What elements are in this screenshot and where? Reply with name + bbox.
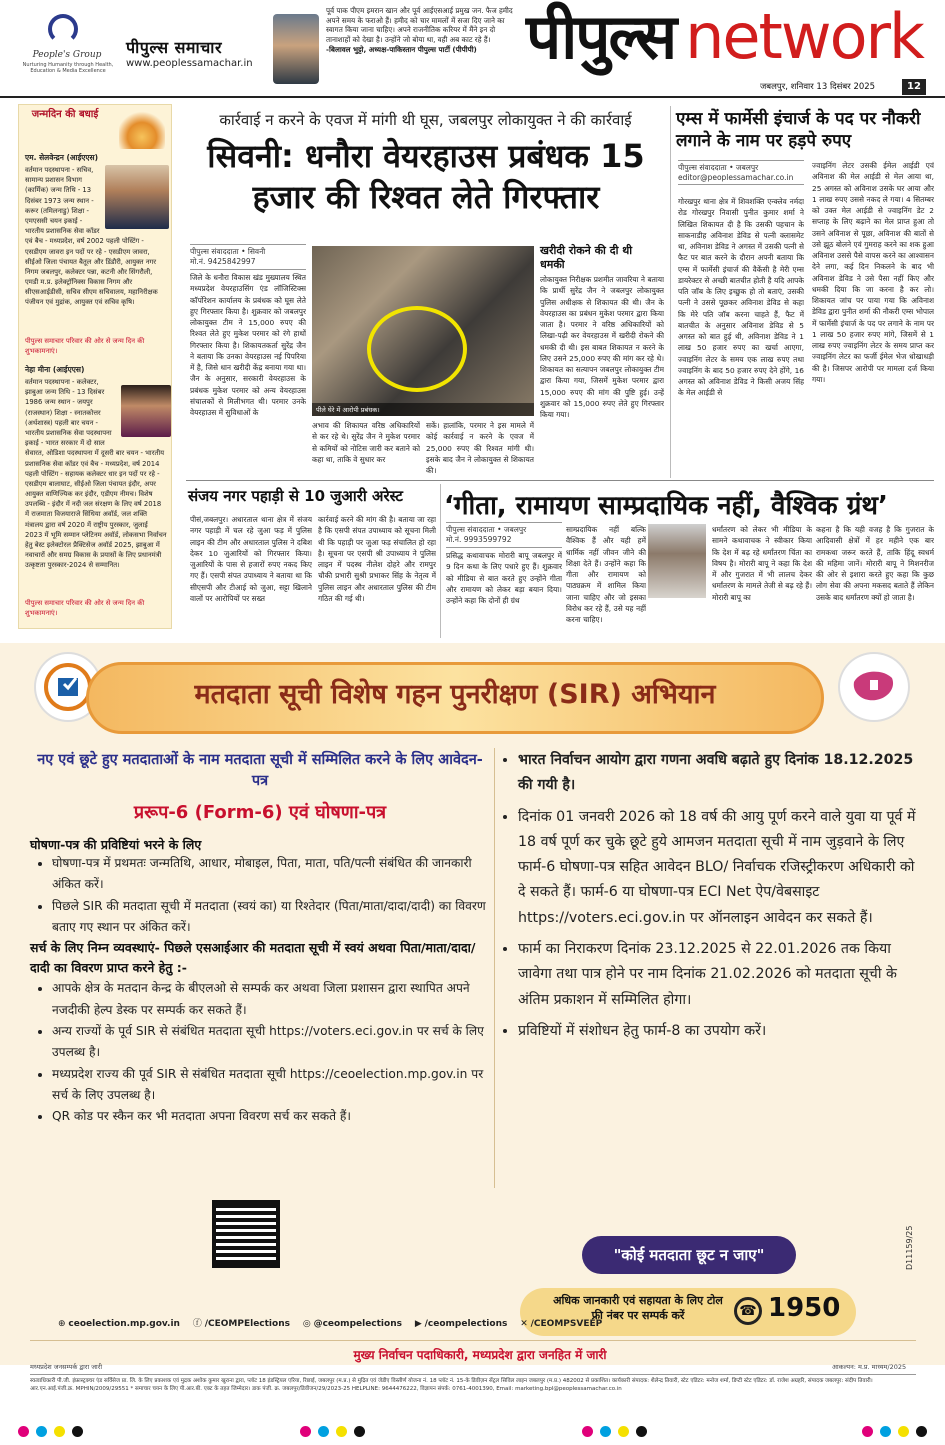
birthday-column [18, 104, 172, 629]
yellow-dot [336, 1426, 347, 1437]
facebook-link-text: /CEOMPElections [204, 1319, 290, 1329]
cyan-dot [600, 1426, 611, 1437]
cyan-dot [318, 1426, 329, 1437]
quote-author: -बिलावल भुट्टो, अध्यक्ष-पाकिस्तान पीपुल्स पार्टी (पीपीपी) [326, 44, 477, 54]
cyan-dot [880, 1426, 891, 1437]
person1-name: एम. सेलवेन्द्रन (आईएएस) [25, 153, 99, 162]
black-dot [72, 1426, 83, 1437]
tollfree-number[interactable]: 1950 [768, 1293, 841, 1323]
lead-photo-caption: पीले घेरे में आरोपी प्रबंधक। [312, 403, 534, 416]
ad-right-panel [500, 748, 920, 1218]
declaration-item: • पिछले SIR की मतदाता सूची में मतदाता (स्वयं का) या रिश्तेदार (पिता/माता/दादा/दादी) का विवरण बताए गए स्थान पर अंकित करें। [52, 896, 490, 939]
page-number: 12 [902, 79, 926, 95]
search-item: • मध्यप्रदेश राज्य की पूर्व SIR से संबंधित मतदाता सूची https://ceoelection.mp.gov.in पर सर्च के लिए उपलब्ध है। [52, 1064, 490, 1107]
declaration-item: • घोषणा-पत्र में प्रथमतः जन्मतिथि, आधार, मोबाइल, पिता, माता, पति/पत्नी संबंधित की जानकारी अंकित करें। [52, 853, 490, 896]
lead-byline [190, 244, 306, 270]
geeta-headline: ‘गीता, रामायण साम्प्रदायिक नहीं, वैश्विक ग्रंथ’ [444, 491, 888, 521]
person1-bio [25, 165, 167, 335]
declaration-list [30, 853, 490, 938]
instagram-link[interactable]: ◎ @ceompelections [302, 1319, 402, 1329]
black-dot [636, 1426, 647, 1437]
peoples-group-name: People's Group [32, 50, 102, 60]
search-list [30, 978, 490, 1127]
peoples-group-tagline: Nurturing Humanity through Health, Education & Media Excellence [22, 62, 114, 75]
lead-sub-body: लोकायुक्त निरीक्षक प्रशमीत जावरिया ने बताया कि प्रार्थी सुरेंद्र जैन ने जबलपुर लोकायुक्त पुलिस अधीक्षक से शिकायत की थी। जैन के वेयरहाउस का प्रबंधन मुकेश परमार द्वारा किया जाता है। परमार ने वरिष्ठ अधिकारियों को लिखा-पढ़ी कर वेयरहाउस में खरीदी रोकने की धमकी दी थी। इस बाबत शिकायत न करने के लिए उसने 25,000 रुपए की मांग कर रहे थे। शिकायत का सत्यापन जबलपुर लोकायुक्त टीम द्वारा किया गया, जिसमें मुकेश परमार द्वारा 15,000 रुपए की मांग की पुष्टि हुई। उन्हें शुक्रवार को 15,000 रुपए लेते हुए गिरफ्तार किया गया। [540, 275, 664, 419]
instagram-link-text: @ceompelections [313, 1319, 402, 1329]
brand-hindi: पीपुल्स [526, 0, 676, 73]
geeta-col1: प्रसिद्ध कथावाचक मोरारी बापू जबलपुर में 9 दिन कथा के लिए पधारे हुए हैं। शुक्रवार को मीडिया से बात करते हुए उन्होंने गीता और रामायण को लेकर बड़ा बयान दिया। उन्होंने कहा कि दोनों ही ग्रंथ [446, 551, 562, 605]
morari-bapu-photo [648, 524, 706, 598]
person2-name: नेहा मीना (आईएएस) [25, 365, 85, 374]
lead-col3: सकें। हालांकि, परमार ने इस मामले में कोई कार्रवाई न करने के एवज में 25,000 रुपए की रिश्वत मांगी थी। इसके बाद जैन ने लोकायुक्त से शिकायत की। [426, 421, 534, 475]
black-dot [354, 1426, 365, 1437]
person2-wish: पीपुल्स समाचार परिवार की ओर से जन्म दिन की शुभकामनाएं। [25, 599, 145, 617]
quote-body: पूर्व पाक पीएम इमरान खान और पूर्व आईएसआई प्रमुख जन. फैज हमीद अपने समय के फराओ हैं। हमीद को चार मामलों में सजा दिए जाने का स्वागत किया जाना चाहिए। अपने राजनीतिक करियर में मैंने इन दो तानाशाहों को देखा है। उन्होंने जो बोया था, वही अब काट रहे हैं। [326, 6, 513, 45]
geeta-mobile: मो.नं. 9993599792 [446, 535, 512, 544]
right-col2: ज्वाइनिंग लेटर उसकी ईमेल आईडी एवं अविनाश की मेल आईडी से मेल आया था, 25 अगस्त को अविनाश उसके घर आया और 1 लाख रुपए उससे नकद ले गया। 4 सितम्बर को उक्त मेल आईडी से ज्वाइनिंग डेट 2 सप्ताह के लिए बढ़ाने का मेल प्राप्त हुआ तो उसने अविनाश से पूछा, अविनाश की बातों से उसे झूठ बोलने एवं गुमराह करने का शक हुआ अविनाश उससे पैसे वापस करने का आश्वासन देने लगा, कई दिन निकलने के बाद भी अविनाश डेविड ने उसे पैसा नहीं किए और धमकी दिया कि जा करना है कर लो। शिकायत जांच पर पाया गया कि अविनाश डेविड द्वारा पुनीत शर्मा की नौकरी एम्स भोपाल में फार्मेसी इंचार्ज के पद पर लगाने के नाम पर 1 लाख 50 हजार रुपए मांगे, जिसमें से 1 लाख रुपए ज्वाइनिंग लेटर के समय प्राप्त कर ज्वाइनिंग लेटर का फर्जी ईमेल भेज धोखाधड़ी की है। जिसपर आरोपी पर मामला दर्ज किया गया। [812, 161, 934, 384]
geeta-col2: साम्प्रदायिक नहीं बल्कि वैश्विक हैं और यही हमें धार्मिक नहीं जीवन जीने की शिक्षा देते हैं। उन्होंने कहा कि गीता और रामायण को पाठ्यक्रम में शामिल किया जाना चाहिए और जो इसका विरोध कर रहे हैं, उसे यह नहीं करना चाहिए। [566, 525, 646, 624]
ad-fine-left: मध्यप्रदेश जनसम्पर्क द्वारा जारी [30, 1363, 103, 1371]
right-byline-text: पीपुल्स संवाददाता • जबलपुर [678, 163, 759, 172]
youtube-link-text: /ceompelections [424, 1319, 508, 1329]
column-divider-2 [440, 484, 441, 638]
youtube-link[interactable]: ▶ /ceompelections [414, 1319, 508, 1329]
paper-url[interactable]: www.peoplessamachar.in [126, 58, 253, 69]
lead-photo [312, 246, 534, 416]
print-registration-marks [0, 1414, 945, 1445]
person1-bio-text: वर्तमान पदस्थापना - सचिव, सामान्य प्रशासन विभाग (कार्मिक) जन्म तिथि - 13 दिसंबर 1973 जन्म स्थान - करूर (तमिलनाडु) शिक्षा - एमएससी चयन इकाई - भारतीय प्रशासनिक सेवा कॉडर एवं बैच - मध्यप्रदेश, वर्ष 2002 पहली पोस्टिंग - एसडीएम जावरा इन पदों पर रहे - एसडीएम जावरा, सीईओ जिला पंचायत बैतूल और डिंडौरी, आयुक्त नगर निगम जबलपुर, कलेक्टर पन्ना, कटनी और सिंगरौली, एमडी म.प्र. इलेक्ट्रॉनिक्स विकास निगम और सीएसआईडीसी, सचिव सीएम सचिवालय, महानिरीक्षक पंजीयन एवं मुद्रांक, आयुक्त एवं सचिव कृषि। [25, 166, 158, 307]
geeta-byline [446, 522, 562, 548]
form6-title: प्ररूप-6 (Form-6) एवं घोषणा-पत्र [133, 802, 387, 824]
qr-code[interactable] [212, 1200, 280, 1268]
form-heading: नए एवं छूटे हुए मतदाताओं के नाम मतदाता सूची में सम्मिलित करने के लिए आवेदन-पत्र [37, 752, 483, 790]
lead-subheadline: खरीदी रोकने की दी थी धमकी [540, 244, 633, 271]
person2-bio-text: वर्तमान पदस्थापना - कलेक्टर, झाबुआ जन्म तिथि - 13 दिसंबर 1986 जन्म स्थान - जयपुर (राजस्थान) शिक्षा - स्नातकोत्तर (अर्थशास्त्र) पहली बार चयन - भारतीय प्रशासनिक सेवा पदस्थापना इकाई - भारत सरकार में दो साल सेवारत, ओडिशा पदस्थापना में दूसरी बार चयन - भारतीय प्रशासनिक सेवा कॉडर एवं बैच - मध्यप्रदेश, वर्ष 2014 पहली पोस्टिंग - सहायक कलेक्टर धार इन पदों पर रहे - एसडीएम बालाघाट, सीईओ जिला पंचायत इंदौर, अपर आयुक्त वाणिज्यिक कर इंदौर, एडीएम नीमच। विशेष उपलब्धि - इंदौर में नदी जल संरक्षण के लिए वर्ष 2018 में राजमाता विजयाराजे सिंधिया अवॉर्ड, जल शक्ति मंत्रालय द्वारा वर्ष 2020 में राष्ट्रीय पुरस्कार, जुलाई 2023 में भूमि सम्मान प्लेटिनम अवॉर्ड, लोकसभा निर्वाचन हेतु बेस्ट इलेक्टोरल प्रैक्टिसेज अवॉर्ड 2025, झाबुआ में नवाचारों और समग्र विकास के प्रयासों के लिए प्रधानमंत्री उत्कृष्टता पुरस्कार-2024 से सम्मानित। [25, 378, 167, 570]
lead-mobile: मो.नं. 9425842997 [190, 257, 256, 266]
magenta-dot [862, 1426, 873, 1437]
slogan-badge: "कोई मतदाता छूट न जाए" [582, 1236, 796, 1274]
info-item: • भारत निर्वाचन आयोग द्वारा गणना अवधि बढ़ाते हुए दिनांक 18.12.2025 की गयी है। [518, 748, 920, 799]
info-item: • दिनांक 01 जनवरी 2026 को 18 वर्ष की आयु पूर्ण करने वाले युवा या पूर्व में 18 वर्ष पूर्ण कर चुके छूटे हुये आमजन मतदाता सूची में नाम जुड़वाने के लिए फार्म-6 घोषणा-पत्र सहित आवेदन BLO/ निर्वाचक रजिस्ट्रीकरण अधिकारी को दे सकते हैं। फार्म-6 या घोषणा-पत्र ECI Net ऐप/वेबसाइट https://voters.eci.gov.in पर ऑनलाइन आवेदन कर सकते हैं। [518, 805, 920, 931]
website-link-text: ceoelection.mp.gov.in [68, 1319, 180, 1329]
sanjay-headline: संजय नगर पहाड़ी से 10 जुआरी अरेस्ट [188, 487, 403, 505]
magenta-dot [582, 1426, 593, 1437]
brand-logo [526, 0, 923, 73]
sanjay-col2: कार्रवाई करने की मांग की है। बताया जा रहा है कि एसपी संपत उपाध्याय को सूचना मिली थी कि पहाड़ी पर जुआ फड़ संचालित हो रहा है। सूचना पर एसपी श्री उपाध्याय ने पुलिस लाइन में पदस्थ नीलेश दोहरे और रामपुर चौकी प्रभारी सुश्री प्रभाकर सिंह के नेतृत्व में पुलिस लाइन और अधारताल पुलिस की टीम गठित की गई थी। [318, 515, 436, 603]
yellow-dot [618, 1426, 629, 1437]
ad-code: D11159/25 [905, 1225, 914, 1270]
search-item: • अन्य राज्यों के पूर्व SIR से संबंधित मतदाता सूची https://voters.eci.gov.in पर सर्च के लिए उपलब्ध है। [52, 1021, 490, 1064]
magenta-dot [18, 1426, 29, 1437]
right-email[interactable]: editor@peoplessamachar.co.in [678, 173, 794, 182]
right-byline [678, 160, 804, 185]
x-link[interactable]: ✕ /CEOMPSVEEP [520, 1319, 603, 1329]
x-link-text: /CEOMPSVEEP [530, 1319, 603, 1329]
black-dot [916, 1426, 927, 1437]
highlight-circle [367, 306, 467, 392]
quote-author-photo [273, 14, 319, 84]
geeta-byline-text: पीपुल्स संवाददाता • जबलपुर [446, 525, 527, 534]
ad-footer: मुख्य निर्वाचन पदाधिकारी, मध्यप्रदेश द्वारा जनहित में जारी [353, 1348, 607, 1362]
lead-kicker: कार्रवाई न करने के एवज में मांगी थी घूस, जबलपुर लोकायुक्त ने की कार्रवाई [219, 111, 632, 129]
info-item: • फार्म का निराकरण दिनांक 23.12.2025 से 22.01.2026 तक किया जावेगा तथा पात्र होने पर नाम दिनांक 21.02.2026 को मतदाता सूची के अंतिम प्रकाशन में सम्मिलित होगा। [518, 937, 920, 1013]
birthday-header: जन्मदिन की बधाई [31, 109, 99, 120]
geeta-col4: कहना है कि यही वजह है कि गुजरात के आदिवासी क्षेत्रों में हर महीने एक बार रामकथा जरूर करते हैं, ताकि हिंदू स्वधर्म की महिमा जानें। मोरारी बापू ने मिशनरीज की ओर से इशारा करते हुए कहा कि कुछ लोग सेवा की अपना मकसद बताते हैं लेकिन उसके बाद धर्मांतरण क्यों हो जाता है। [816, 525, 934, 602]
right-col1: गोरखपुर थाना क्षेत्र में शिवशक्ति एन्क्लेव नर्मदा रोड गोरखपुर निवासी पुनीत कुमार शर्मा ने लिखित शिकायत दी है कि उसकी पहचान के साकनाडीह अविनाश डेविड से पत्नी क्लासमेट था, अविनाश डेविड ने अगस्त में उसकी पत्नी से फैट पर बात करने के दौरान अपनी बताया कि एम्स में फार्मेसी इंचार्ज की वैकेंसी है मेरी एम्स डायरेक्टर से अच्छी बातचीत होती है यदि आपके पति जॉब के लिए इच्छुक हो तो बताएं, उसकी पत्नी ने उससे पूछकर अविनाश डेविड से कहा कि मेरे पति जॉब करना चाहते हैं, फैट में बातचीत के अनुसार अविनाश डेविड से 5 अगस्त को बात हुई थी, अविनाश डेविड ने 1 लाख 50 हजार रुपए का खर्चा आएगा, ज्वाइनिंग लेटर के समय एक लाख रुपए तथा ज्वाइनिंग के बाद 50 हजार रुपए देने होंगे, 16 अगस्त को अविनाश डेविड ने किसी अजय सिंह के मेल आईडी से [678, 197, 804, 398]
imprint-line: स्वत्वाधिकारी पी.जी. इंफ्रास्ट्रक्चर एंड सर्विसेज प्रा. लि. के लिए प्रकाशक एवं मुद्रक अशोक कुमार खुराना द्वारा, प्लॉट 18 इंडस्ट्रियल एरिया, रिछाई, जबलपुर (म.प्र.) से मुद्रित एवं जेडीए विस्तीर्ण योजना नं. 18 प्लॉट नं. 15-के डिवीज़न सेंट्रल सिविल लाइन जबलपुर (म.प्र.) 482002 से प्रकाशित। कार्यकारी संपादक: शैलेन्द्र तिवारी, स्टेट एडिटर: मनोज शर्मा, डिप्टी स्टेट एडिटर: डॉ. राजेश अग्रहरि, संपादक जबलपुर: संदीप तिवारी। आर.एन.आई.पंजी.क्र. MPHIN/2009/29551 * समाचार चयन के लिए पी.आर.बी. एक्ट के तहत जिम्मेदार। डाक पंजी. क्र. जबलपुर/डिवीजन/29/2023-25 HELPLINE: 9644476222, विज्ञापन संपर्क: 0761-4001390, Email: marketing.bpl@peoplessamachar.co.in [30, 1374, 916, 1394]
ad-footer-divider [30, 1340, 916, 1341]
lead-byline-text: पीपुल्स संवाददाता • सिवनी [190, 247, 266, 256]
person1-wish: पीपुल्स समाचार परिवार की ओर से जन्म दिन की शुभकामनाएं। [25, 337, 145, 355]
yellow-dot [898, 1426, 909, 1437]
ad-fine-right: आकल्पन: म.प्र. माध्यम/2025 [832, 1363, 907, 1371]
phone-icon: ☎ [734, 1297, 762, 1325]
info-list [500, 748, 920, 1044]
geeta-col3: धर्मांतरण को लेकर भी मीडिया के सामने कथावाचक ने स्वीकार किया कि देश में बढ़ रहे धर्मांतरण चिंता का विषय है। मोरारी बापू ने कहा कि देश में और गुजरात में भी लालच देकर धर्मांतरण के मामले तेजी से बढ़ रहे हैं। मोरारी बापू का [712, 525, 812, 602]
declaration-heading: घोषणा-पत्र की प्रविष्टियां भरने के लिए [30, 837, 202, 853]
tollfree-text: अधिक जानकारी एवं सहायता के लिए टोल फ्री नंबर पर सम्पर्क करें [553, 1294, 723, 1322]
social-links [58, 1316, 612, 1329]
magenta-dot [300, 1426, 311, 1437]
right-headline: एम्स में फार्मेसी इंचार्ज के पद पर नौकरी लगाने के नाम पर हड़पे रुपए [676, 109, 921, 152]
person2-photo [121, 385, 171, 437]
ad-title: मतदाता सूची विशेष गहन पुनरीक्षण (SIR) अभियान [194, 679, 716, 710]
yellow-dot [54, 1426, 65, 1437]
lead-headline: सिवनी: धनौरा वेयरहाउस प्रबंधक 15 हजार की रिश्वत लेते गिरफ्तार [207, 137, 645, 216]
lead-col1: जिले के धनौरा विकास खंड मुख्यालय स्थित मध्यप्रदेश वेयरहाउसिंग एंड लॉजिस्टिक्स कॉर्पोरेशन कार्यालय के प्रबंधक को घूस लेते हुए गिरफ्तार किया है। शुक्रवार को जबलपुर लोकायुक्त टीम ने 15,000 रुपए की रिश्वत लेते हुए मुकेश परमार को रंगे हाथों गिरफ्तार किया है। शिकायतकर्ता सुरेंद्र जैन ने बताया कि उनका वेयरहाउस नई पिपरिया में है, जिसे धान खरीदी केंद्र बनाया गया था। जैन के अनुसार, सरकारी वेयरहाउस के प्रबंधक मुकेश परमार को अन्य वेयरहाउस संचालकों से मिलीभगत थी। परमार उनके वेयरहाउस में सुविधाओं के [190, 273, 306, 417]
mp-ceo-logo-icon [838, 652, 910, 722]
facebook-link[interactable]: ⓕ /CEOMPElections [192, 1319, 290, 1329]
website-link[interactable]: ⊕ ceoelection.mp.gov.in [58, 1319, 180, 1329]
cyan-dot [36, 1426, 47, 1437]
column-divider [670, 106, 671, 478]
cake-icon [119, 109, 165, 149]
ad-divider [494, 748, 495, 1188]
masthead [0, 0, 945, 98]
brand-english: network [685, 0, 923, 73]
masthead-quote [326, 6, 518, 55]
lead-col2: अभाव की शिकायत वरिष्ठ अधिकारियों से कर रहे थे। सुरेंद्र जैन ने मुकेश परमार से कमियों को नोटिस जारी कर बताने को कहा था, ताकि वे सुधार कर [312, 421, 420, 464]
search-item: • QR कोड पर स्कैन कर भी मतदाता अपना विवरण सर्च कर सकते हैं। [52, 1106, 490, 1127]
section-divider [186, 480, 934, 481]
dateline: जबलपुर, शनिवार 13 दिसंबर 2025 [760, 82, 876, 92]
search-item: • आपके क्षेत्र के मतदान केन्द्र के बीएलओ से सम्पर्क कर अथवा जिला प्रशासन द्वारा स्थापित अपने नजदीकी हेल्प डेस्क पर सम्पर्क कर सकते हैं। [52, 978, 490, 1021]
peoples-group-logo-icon [48, 14, 78, 44]
info-item: • प्रविष्टियों में संशोधन हेतु फार्म-8 का उपयोग करें। [518, 1019, 920, 1044]
paper-title: पीपुल्स समाचार [126, 38, 222, 57]
sanjay-col1: पीसं,जबलपुर। अधारताल थाना क्षेत्र में संजय नगर पहाड़ी में चल रहे जुआ फड़ में पुलिस लाइन की टीम और अधारताल पुलिस ने दबिश देकर 10 जुआरियों को गिरफ्तार किया। जुआरियों के पास से हजारों रुपए नकद किए गए हैं। एसपी संपत उपाध्याय ने बताया था कि सीएसपी और टीआई को जुआ, सट्टा खिलाने वालों पर आरोपियों पर सख्त [190, 515, 312, 603]
search-heading: सर्च के लिए निम्न व्यवस्थाएं- पिछले एसआईआर की मतदाता सूची में स्वयं अथवा पिता/माता/दादा/दादी का विवरण प्राप्त करने हेतु :- [30, 940, 476, 976]
